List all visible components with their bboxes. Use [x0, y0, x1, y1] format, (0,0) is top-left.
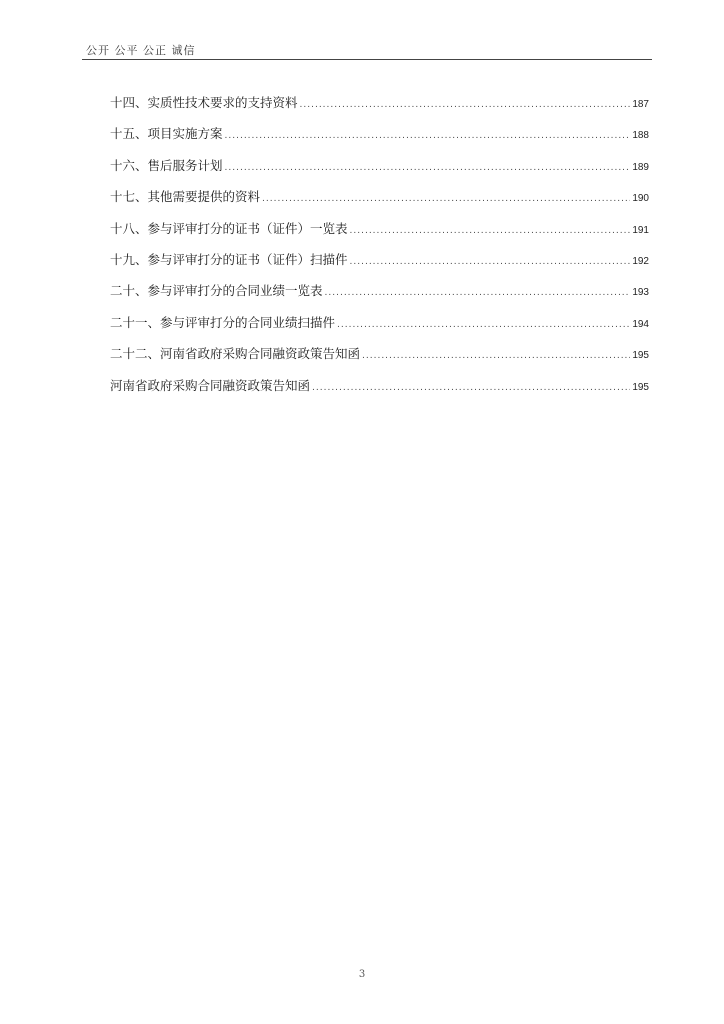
- toc-entry-title: 河南省政府采购合同融资政策告知函: [110, 377, 311, 393]
- toc-dot-leader: [312, 378, 630, 398]
- toc-dot-leader: [262, 189, 630, 209]
- toc-entry[interactable]: [110, 219, 649, 250]
- header-divider: [82, 59, 652, 60]
- toc-entry-title: 二十、参与评审打分的合同业绩一览表: [110, 283, 323, 299]
- toc-entry-page: 189: [632, 161, 649, 173]
- toc-dot-leader: [325, 283, 631, 303]
- toc-entry-page: 190: [632, 193, 649, 205]
- toc-entry-title: 十八、参与评审打分的证书（证件）一览表: [110, 220, 348, 236]
- toc-entry-title: 十五、项目实施方案: [110, 126, 223, 142]
- toc-entry[interactable]: [110, 156, 649, 187]
- toc-entry-page: 195: [632, 381, 649, 393]
- toc-entry-title: 二十一、参与评审打分的合同业绩扫描件: [110, 314, 336, 330]
- toc-dot-leader: [350, 252, 631, 272]
- page-number: 3: [358, 969, 366, 980]
- toc-dot-leader: [225, 126, 631, 146]
- toc-entry[interactable]: [110, 313, 649, 344]
- toc-entry-page: 192: [632, 255, 649, 267]
- toc-entry-page: 188: [632, 130, 649, 142]
- toc-entry[interactable]: [110, 187, 649, 218]
- toc-dot-leader: [300, 95, 631, 115]
- toc-entry[interactable]: [110, 124, 649, 155]
- toc-entry-page: 193: [632, 287, 649, 299]
- toc-dot-leader: [225, 158, 631, 178]
- toc-entry-page: 187: [632, 99, 649, 110]
- toc-dot-leader: [362, 346, 630, 366]
- toc-entry[interactable]: [110, 93, 649, 124]
- toc-entry[interactable]: [110, 281, 649, 312]
- toc-entry-title: 十六、售后服务计划: [110, 157, 223, 173]
- toc-entry-title: 二十二、河南省政府采购合同融资政策告知函: [110, 346, 361, 362]
- toc-entry-title: 十四、实质性技术要求的支持资料: [110, 95, 298, 110]
- toc-entry[interactable]: [110, 376, 649, 407]
- toc-dot-leader: [337, 315, 630, 335]
- toc-entry-page: 195: [632, 350, 649, 362]
- toc-entry-page: 191: [632, 224, 649, 236]
- table-of-contents: [110, 93, 649, 407]
- toc-entry-title: 十七、其他需要提供的资料: [110, 189, 261, 205]
- toc-entry-page: 194: [632, 318, 649, 330]
- toc-entry[interactable]: [110, 344, 649, 375]
- toc-entry[interactable]: [110, 250, 649, 281]
- header-slogan: 公开 公平 公正 诚信: [86, 44, 196, 57]
- toc-dot-leader: [350, 221, 631, 241]
- toc-entry-title: 十九、参与评审打分的证书（证件）扫描件: [110, 251, 348, 267]
